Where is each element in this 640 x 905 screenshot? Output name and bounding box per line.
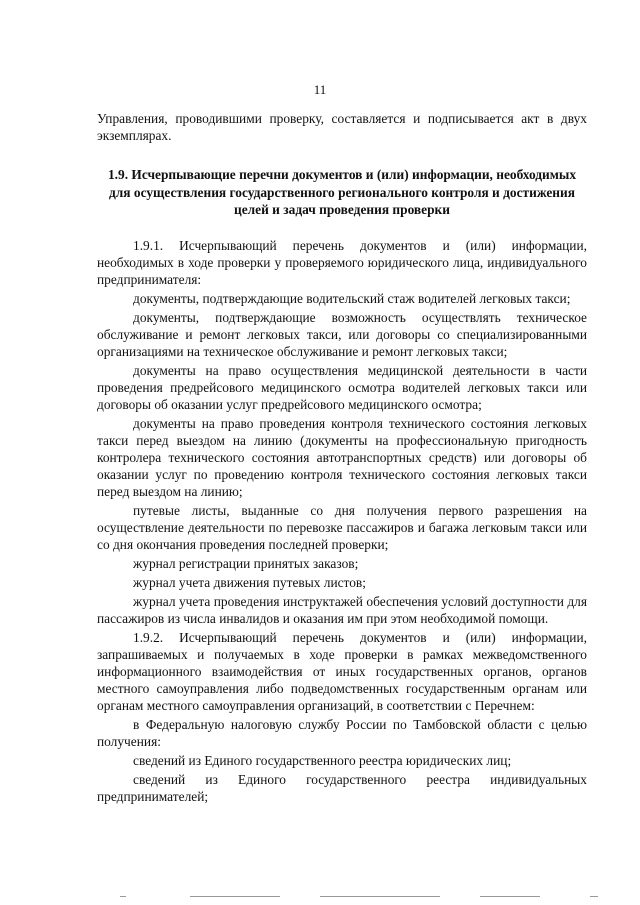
paragraph: журнал учета проведения инструктажей обеспечения условий доступности для пассажиров из числа инвалидов и оказания им при этом необходимой помощи. bbox=[97, 593, 587, 626]
document-body bbox=[97, 110, 587, 805]
paragraph: документы, подтверждающие возможность осуществлять техническое обслуживание и ремонт легковых такси, или договоры со специализированными организациями на техническое обслуживание и ремонт легковых такси; bbox=[97, 309, 587, 359]
paragraph: 1.9.2. Исчерпывающий перечень документов и (или) информации, запрашиваемых и получаемых в ходе проверки в рамках межведомственного информационного взаимодействия от иных государственных органов, органов местного самоуправления либо подведомственных государственным органам или органам местного самоуправления организаций, в соответствии с Перечнем: bbox=[97, 629, 587, 713]
paragraph: документы на право проведения контроля технического состояния легковых такси перед выездом на линию (документы на профессиональную пригодность контролера технического состояния автотранспортных средств) или договоры об оказании услуг по проведению контроля технического состояния легковых такси перед выездом на линию; bbox=[97, 415, 587, 499]
paragraph: сведений из Единого государственного реестра юридических лиц; bbox=[133, 752, 512, 768]
paragraph: журнал регистрации принятых заказов; bbox=[133, 555, 359, 571]
paragraph: путевые листы, выданные со дня получения первого разрешения на осуществление деятельности по перевозке пассажиров и багажа легковым такси или со дня окончания проведения последней проверки; bbox=[97, 502, 587, 552]
paragraph: 1.9.1. Исчерпывающий перечень документов и (или) информации, необходимых в ходе проверки у проверяемого юридического лица, индивидуального предпринимателя: bbox=[97, 237, 587, 287]
paragraph: документы на право осуществления медицинской деятельности в части проведения предрейсового медицинского осмотра водителей легковых такси или договоры об оказании услуг предрейсового медицинского осмотра; bbox=[97, 362, 587, 412]
scan-artifact-lines bbox=[120, 896, 600, 898]
intro-paragraph: Управления, проводившими проверку, составляется и подписывается акт в двух экземплярах. bbox=[97, 111, 587, 143]
section-heading: 1.9. Исчерпывающие перечни документов и (или) информации, необходимых для осуществления государственного регионального контроля и достижения целей и задач проведения проверки bbox=[107, 167, 577, 217]
paragraph: документы, подтверждающие водительский стаж водителей легковых такси; bbox=[133, 290, 571, 306]
paragraph: журнал учета движения путевых листов; bbox=[133, 574, 366, 590]
paragraph: в Федеральную налоговую службу России по Тамбовской области с целью получения: bbox=[97, 716, 587, 749]
paragraph: сведений из Единого государственного реестра индивидуальных предпринимателей; bbox=[97, 771, 587, 804]
page-number: 11 bbox=[313, 82, 327, 97]
